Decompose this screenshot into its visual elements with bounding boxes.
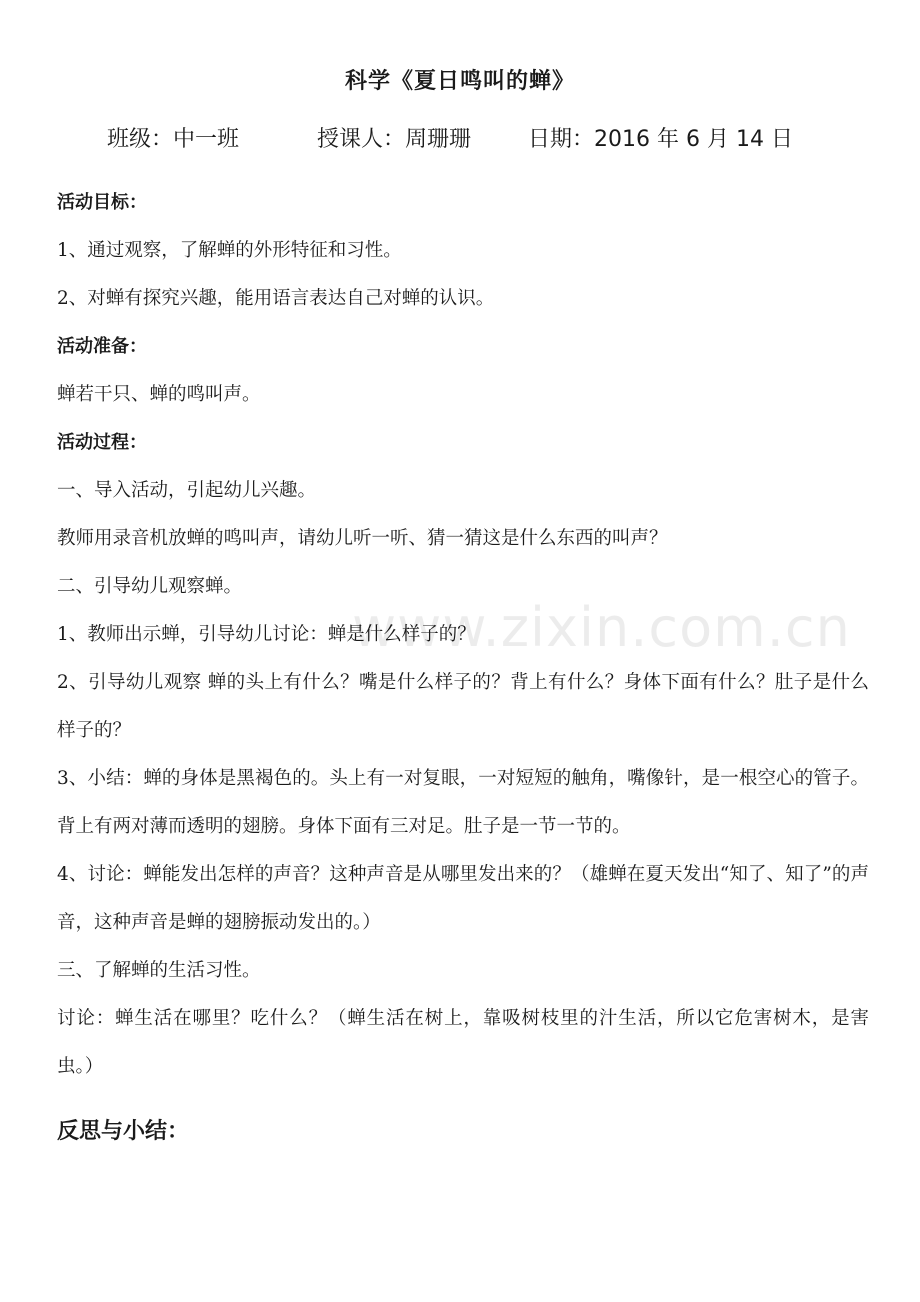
step2-item: 3、小结：蝉的身体是黑褐色的。头上有一对复眼，一对短短的触角，嘴像针，是一根空心的管子。背上有两对薄而透明的翅膀。身体下面有三对足。肚子是一节一节的。 [57, 768, 869, 837]
prep-text: 蝉若干只、蝉的鸣叫声。 [57, 384, 261, 405]
step2-title: 二、引导幼儿观察蝉。 [57, 576, 243, 597]
date-info: 日期：2016 年 6 月 14 日 [528, 127, 793, 152]
document-title: 科学《夏日鸣叫的蝉》 [344, 69, 575, 94]
step2-item: 1、教师出示蝉，引导幼儿讨论：蝉是什么样子的？ [57, 624, 476, 645]
step2-item: 2、引导幼儿观察 蝉的头上有什么？嘴是什么样子的？背上有什么？身体下面有什么？肚子是什么样子的？ [57, 672, 869, 741]
process-heading: 活动过程： [57, 432, 147, 453]
step3-text: 讨论：蝉生活在哪里？吃什么？（蝉生活在树上，靠吸树枝里的汁生活，所以它危害树木，是害虫。） [57, 1008, 869, 1077]
step2-item: 4、讨论：蝉能发出怎样的声音？这种声音是从哪里发出来的？（雄蝉在夏天发出“知了、知了”的声音，这种声音是蝉的翅膀振动发出的。） [57, 864, 869, 933]
prep-heading: 活动准备： [57, 336, 147, 357]
goal-item: 2、对蝉有探究兴趣，能用语言表达自己对蝉的认识。 [57, 288, 495, 309]
step1-text: 教师用录音机放蝉的鸣叫声，请幼儿听一听、猜一猜这是什么东西的叫声？ [57, 528, 668, 549]
goal-item: 1、通过观察，了解蝉的外形特征和习性。 [57, 240, 402, 261]
step1-title: 一、导入活动，引起幼儿兴趣。 [57, 480, 317, 501]
step3-title: 三、了解蝉的生活习性。 [57, 960, 261, 981]
goals-heading: 活动目标： [57, 192, 147, 213]
class-info: 班级：中一班 [107, 127, 240, 152]
watermark: www.zixin.com.cn [352, 596, 851, 659]
document-body [57, 186, 869, 1098]
reflection-heading: 反思与小结： [57, 1119, 190, 1144]
teacher-info: 授课人：周珊珊 [317, 127, 472, 152]
